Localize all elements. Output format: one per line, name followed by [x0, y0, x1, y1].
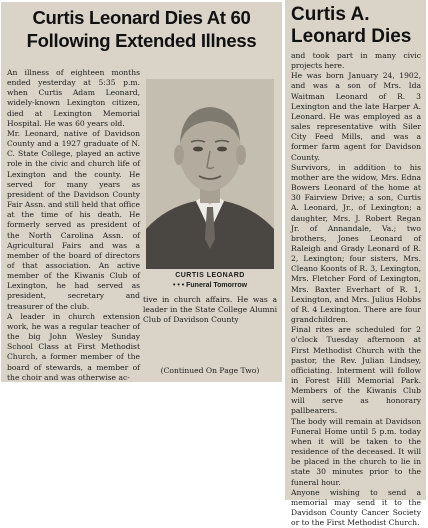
right-newspaper-clipping [285, 0, 426, 528]
left-newspaper-clipping [1, 2, 282, 382]
right-headline: Curtis A. Leonard Dies [291, 4, 412, 47]
photo-caption-name: CURTIS LEONARD [175, 272, 245, 279]
left-headline: Curtis Leonard Dies At 60 Following Extended Illness [26, 7, 257, 51]
photo-caption-subtitle: • • • Funeral Tomorrow [172, 282, 248, 289]
left-article-column-2-tail: tive in church affairs. He was a leader in the State College Alumni Club of Davidson County [143, 295, 277, 325]
right-article-body: and took part in many civic projects here. He was born January 24, 1902, and was a son of Mrs. Ida Waitman Leonard of R. 3 Lexington and the late Harper A. Leonard. He was employed as a sales representative with Siler City Feed Mills, and was a former farm agent for Davidson County. Survivors, in addition to his mother are the widow, Mrs. Edna Bowers Leonard of the home at 30 Fairview Drive; a son, Curtis A. Leonard, Jr., of Lexington; a daughter, Mrs. J. Robert Regan Jr. of Annandale, Va.; two brothers, Jones Leonard of Raleigh and Grady Leonard of R. 2, Lexington; four sisters, Mrs. Cleano Koonts of R. 3, Lexington, Mrs. Fletcher Ford of Lexington, Mrs. Baxter Everhart of R. 1, Lexington, and Mrs. Julius Hobbs of R. 4 Lexington. There are four grandchildren. Final rites are scheduled for 2 o'clock Tuesday afternoon at First Methodist Church with the pastor, the Rev. Julian Lindsey, officiating. Interment will follow in Forest Hill Memorial Park. Members of the Kiwanis Club will serve as honorary pallbearers. The body will remain at Davidson Funeral Home until 5 p.m. today when it will be taken to the residence of the deceased. It will be placed in the church to lie in state 30 minutes prior to the funeral hour. Anyone wishing to send a memorial may send it to the Davidson County Cancer Society or to the First Methodist Church. [291, 51, 421, 528]
continued-note: (Continued On Page Two) [160, 366, 260, 375]
portrait-photo [146, 79, 274, 269]
left-article-column-1: An illness of eighteen months ended yesterday at 5:35 p.m. when Curtis Adam Leonard, widely-known Lexington citizen, died at Lexington Memorial Hospital. He was 60 years old. Mr. Leonard, native of Davidson County and a 1927 graduate of N. C. State College, played an active role in the civic and church life of Lexington and the county. He served for many years as president of the Davidson County Fair Assn. and still held that office at the time of his death. He formerly served as president of the North Carolina Assn. of Agricultural Fairs and was a member of the board of directors of that association. An active member of the Kiwanis Club of Lexington, he had served as president, secretary and treasurer of the club. A leader in church extension work, he was a regular teacher of the big John Wesley Sunday School Class at First Methodist Church, a former member of the board of stewards, a member of the choir and was otherwise ac- [7, 68, 140, 382]
